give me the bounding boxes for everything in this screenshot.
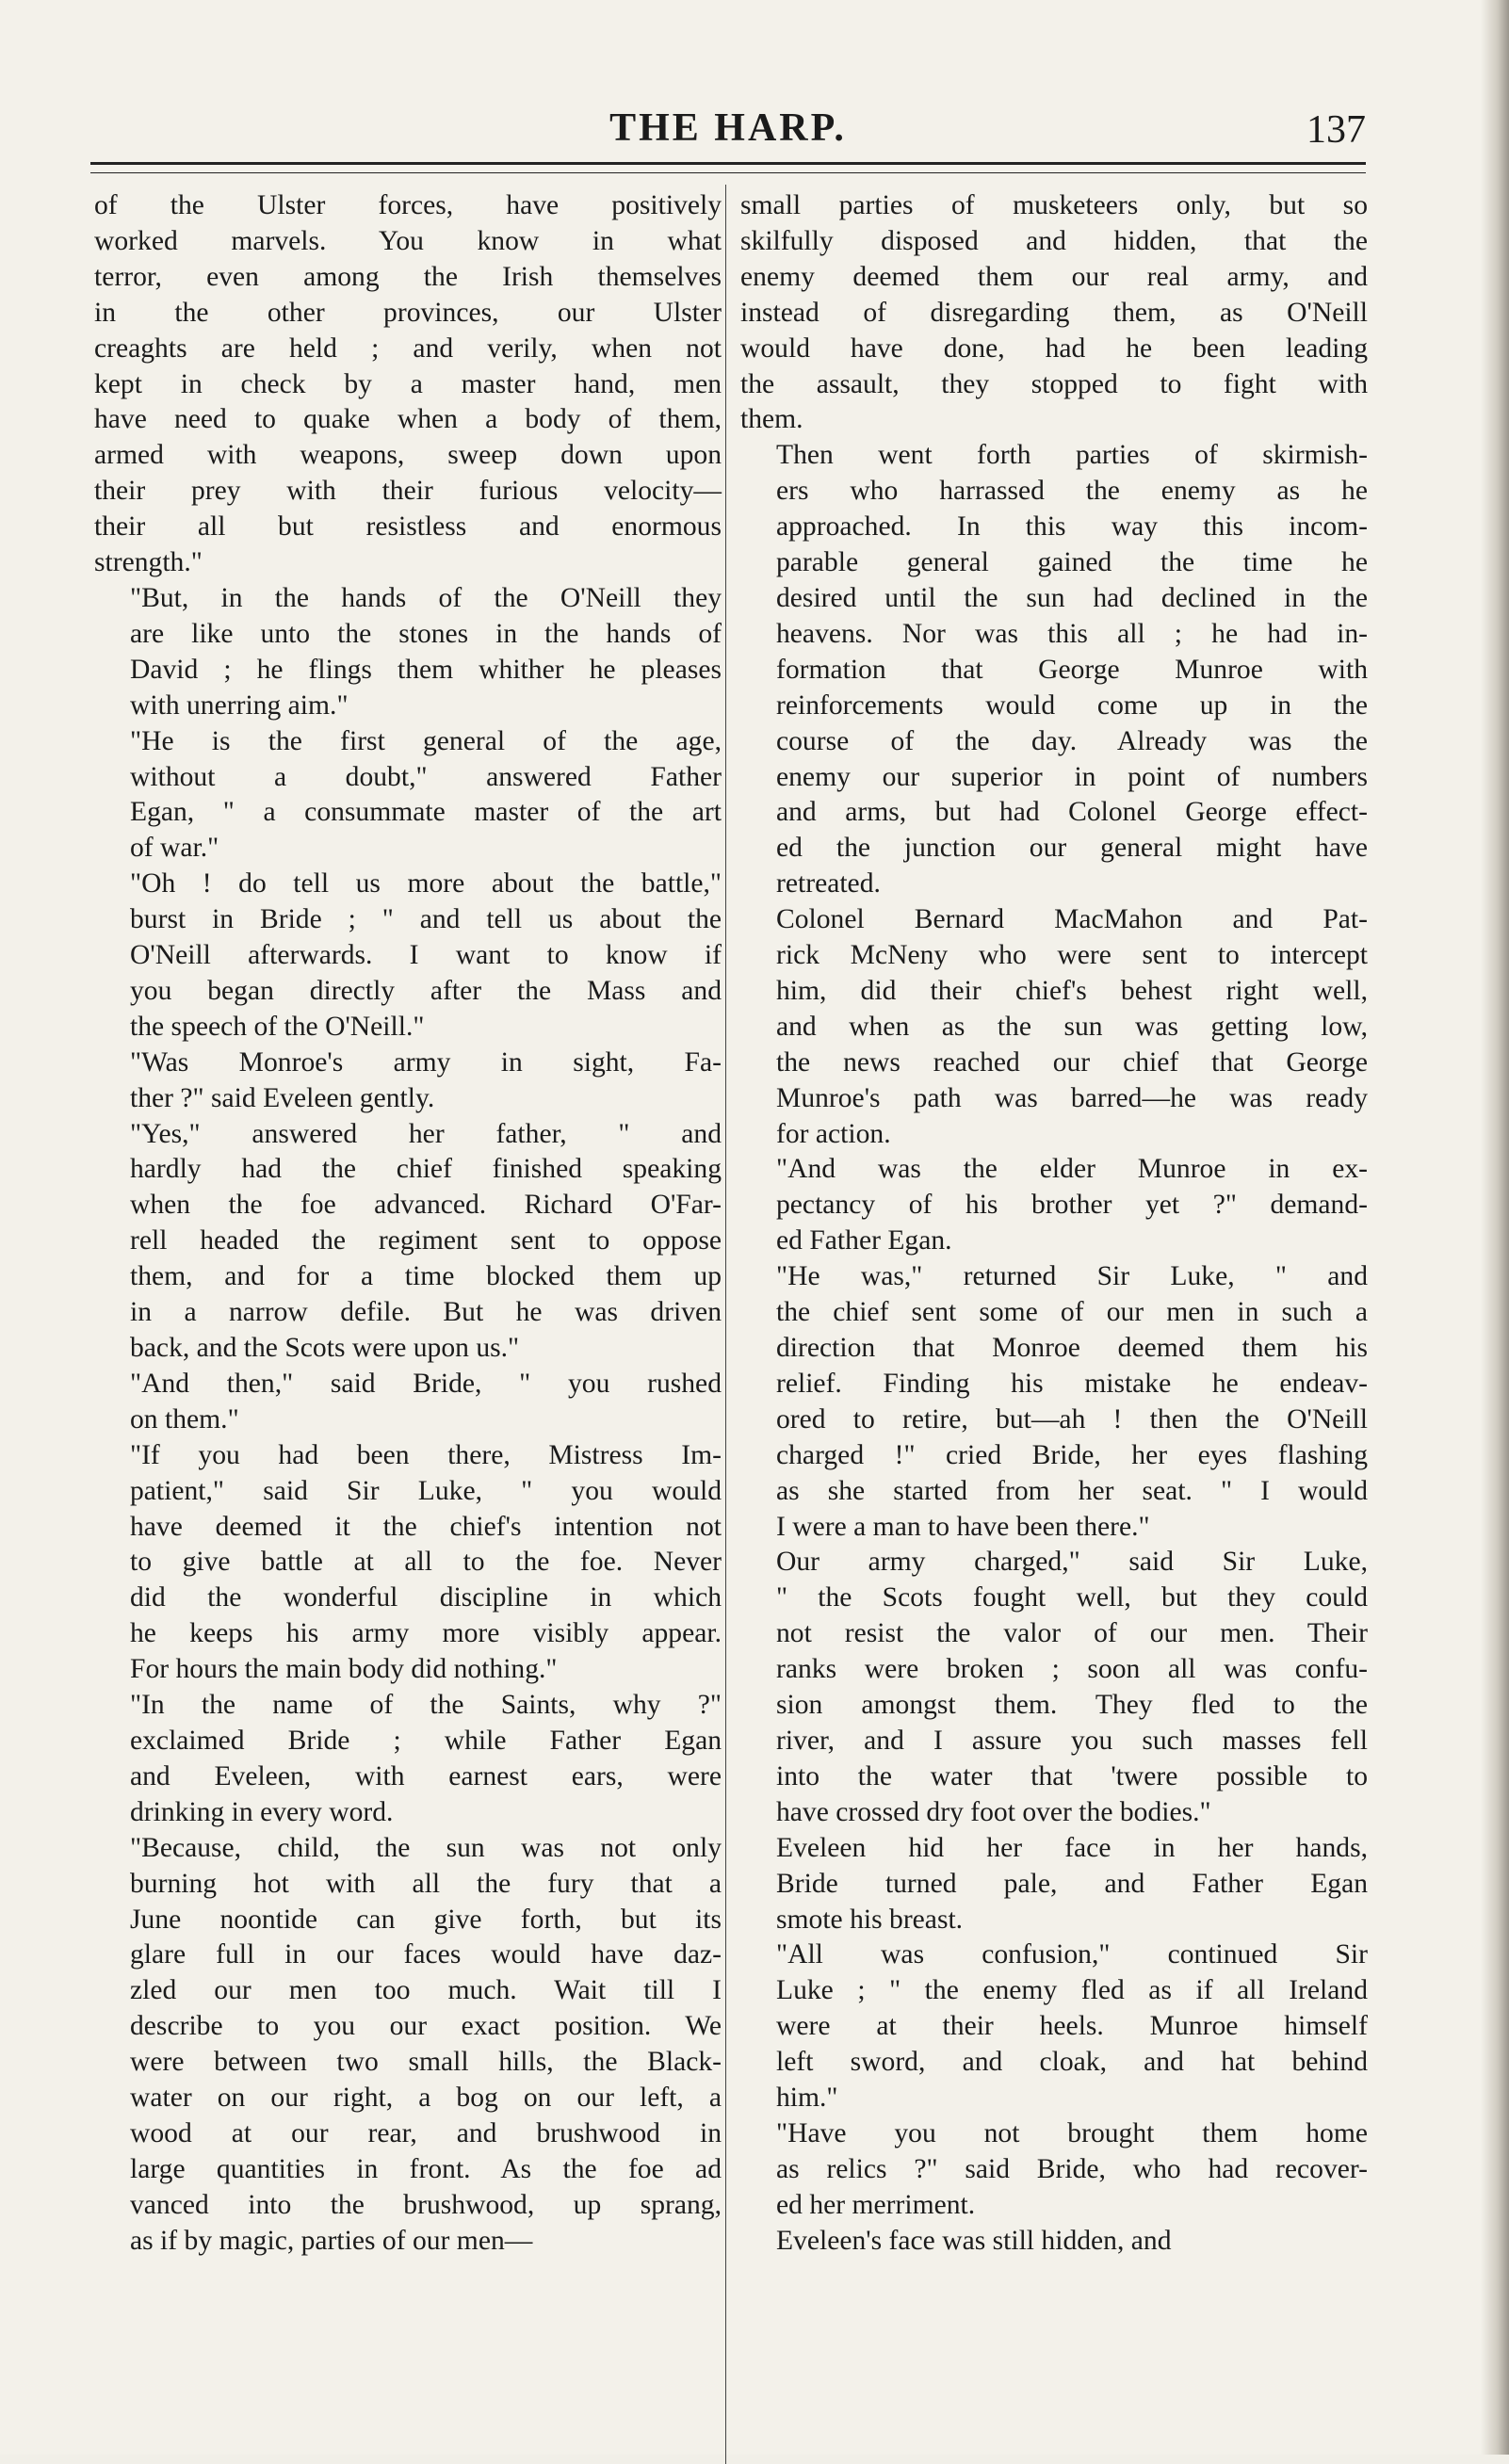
- text-line: in a narrow defile. But he was driven: [130, 1297, 722, 1328]
- text-line: formation that George Munroe with: [776, 654, 1368, 685]
- text-line: "Oh ! do tell us more about the battle,": [130, 868, 722, 900]
- text-line: as relics ?" said Bride, who had recover-: [776, 2153, 1368, 2184]
- text-line: skilfully disposed and hidden, that the: [740, 225, 1368, 256]
- text-line: as she started from her seat. " I would: [776, 1475, 1368, 1506]
- text-line: the chief sent some of our men in such a: [776, 1297, 1368, 1328]
- text-line: he keeps his army more visibly appear.: [130, 1618, 722, 1649]
- text-line: into the water that 'twere possible to: [776, 1760, 1368, 1791]
- paragraph: [740, 2116, 1368, 2224]
- text-line: describe to you our exact position. We: [130, 2011, 722, 2042]
- right-column: [740, 188, 1368, 2260]
- text-line: worked marvels. You know in what: [94, 225, 722, 256]
- text-line: vanced into the brushwood, up sprang,: [130, 2189, 722, 2220]
- text-line: David ; he flings them whither he pleases: [130, 654, 722, 685]
- text-line: burning hot with all the fury that a: [130, 1868, 722, 1899]
- text-line: and arms, but had Colonel George effect-: [776, 797, 1368, 828]
- text-line: ed her merriment.: [776, 2189, 976, 2220]
- text-line: relief. Finding his mistake he endeav-: [776, 1368, 1368, 1399]
- text-line: Egan, " a consummate master of the art: [130, 797, 722, 828]
- paragraph: [94, 1117, 722, 1367]
- text-line: "Because, child, the sun was not only: [130, 1832, 722, 1863]
- text-line: were at their heels. Munroe himself: [776, 2011, 1368, 2042]
- text-line: exclaimed Bride ; while Father Egan: [130, 1725, 722, 1756]
- paragraph: [740, 1152, 1368, 1259]
- text-line: "And then," said Bride, " you rushed: [130, 1368, 722, 1399]
- paragraph: [94, 867, 722, 1046]
- paragraph: [94, 1438, 722, 1688]
- text-line: have need to quake when a body of them,: [94, 404, 722, 435]
- header-rule: [90, 162, 1366, 173]
- text-line: retreated.: [776, 868, 881, 900]
- text-line: for action.: [776, 1118, 891, 1149]
- text-line: you began directly after the Mass and: [130, 975, 722, 1006]
- paragraph: [740, 1259, 1368, 1545]
- text-line: "Have you not brought them home: [776, 2117, 1368, 2148]
- text-line: them, and for a time blocked them up: [130, 1261, 722, 1292]
- text-line: enemy our superior in point of numbers: [776, 761, 1368, 792]
- text-line: charged !" cried Bride, her eyes flashing: [776, 1439, 1368, 1470]
- text-line: Luke ; " the enemy fled as if all Ireland: [776, 1975, 1368, 2006]
- text-line: did the wonderful discipline in which: [130, 1582, 722, 1613]
- text-line: burst in Bride ; " and tell us about the: [130, 904, 722, 935]
- text-line: rick McNeny who were sent to intercept: [776, 940, 1368, 971]
- text-line: the speech of the O'Neill.": [130, 1011, 425, 1042]
- text-line: "Was Monroe's army in sight, Fa-: [130, 1046, 722, 1078]
- text-line: "In the name of the Saints, why ?": [130, 1690, 722, 1721]
- text-line: Bride turned pale, and Father Egan: [776, 1868, 1368, 1899]
- text-line: armed with weapons, sweep down upon: [94, 440, 722, 471]
- text-line: zled our men too much. Wait till I: [130, 1975, 722, 2006]
- text-line: rell headed the regiment sent to oppose: [130, 1225, 722, 1256]
- text-line: and Eveleen, with earnest ears, were: [130, 1760, 722, 1791]
- text-line: Eveleen hid her face in her hands,: [776, 1832, 1368, 1863]
- column-divider: [725, 185, 726, 2464]
- text-line: For hours the main body did nothing.": [130, 1654, 558, 1685]
- text-line: Munroe's path was barred—he was ready: [776, 1082, 1368, 1113]
- text-line: smote his breast.: [776, 1904, 964, 1935]
- text-line: instead of disregarding them, as O'Neill: [740, 297, 1368, 328]
- text-line: and when as the sun was getting low,: [776, 1011, 1368, 1042]
- paragraph: [740, 188, 1368, 438]
- text-line: Then went forth parties of skirmish-: [776, 440, 1368, 471]
- text-line: ed the junction our general might have: [776, 833, 1368, 864]
- text-line: direction that Monroe deemed them his: [776, 1333, 1368, 1363]
- text-line: "If you had been there, Mistress Im-: [130, 1439, 722, 1470]
- paragraph: [740, 1937, 1368, 2116]
- text-line: ored to retire, but—ah ! then the O'Neill: [776, 1403, 1368, 1435]
- text-line: Our army charged," said Sir Luke,: [776, 1547, 1368, 1578]
- text-line: "He is the first general of the age,: [130, 725, 722, 756]
- text-line: left sword, and cloak, and hat behind: [776, 2047, 1368, 2078]
- paragraph: [740, 902, 1368, 1152]
- text-line: "And was the elder Munroe in ex-: [776, 1154, 1368, 1185]
- paragraph: [94, 1046, 722, 1117]
- text-line: " the Scots fought well, but they could: [776, 1582, 1368, 1613]
- page-edge-shadow: [1481, 0, 1509, 2455]
- text-line: "All was confusion," continued Sir: [776, 1939, 1368, 1970]
- text-line: heavens. Nor was this all ; he had in-: [776, 618, 1368, 649]
- text-line: O'Neill afterwards. I want to know if: [130, 940, 722, 971]
- text-line: the assault, they stopped to fight with: [740, 368, 1368, 399]
- text-line: pectancy of his brother yet ?" demand-: [776, 1190, 1368, 1221]
- paragraph: [740, 2224, 1368, 2260]
- text-line: parable general gained the time he: [776, 547, 1368, 578]
- text-line: June noontide can give forth, but its: [130, 1904, 722, 1935]
- text-line: with unerring aim.": [130, 689, 349, 721]
- paragraph: [740, 1545, 1368, 1830]
- text-line: ranks were broken ; soon all was confu-: [776, 1654, 1368, 1685]
- text-line: back, and the Scots were upon us.": [130, 1333, 520, 1363]
- text-line: have deemed it the chief's intention not: [130, 1511, 722, 1542]
- text-line: not resist the valor of our men. Their: [776, 1618, 1368, 1649]
- text-line: course of the day. Already was the: [776, 725, 1368, 756]
- paragraph: [94, 724, 722, 867]
- paragraph: [94, 1367, 722, 1438]
- text-line: Colonel Bernard MacMahon and Pat-: [776, 904, 1368, 935]
- text-line: drinking in every word.: [130, 1796, 394, 1827]
- text-line: have crossed dry foot over the bodies.": [776, 1796, 1211, 1827]
- text-line: of war.": [130, 833, 219, 864]
- text-line: large quantities in front. As the foe ad: [130, 2153, 722, 2184]
- text-line: strength.": [94, 547, 203, 578]
- text-line: when the foe advanced. Richard O'Far-: [130, 1190, 722, 1221]
- page-number: 137: [1306, 108, 1366, 152]
- text-line: approached. In this way this incom-: [776, 511, 1368, 543]
- text-line: desired until the sun had declined in the: [776, 582, 1368, 613]
- text-line: without a doubt," answered Father: [130, 761, 722, 792]
- text-line: enemy deemed them our real army, and: [740, 261, 1368, 292]
- text-line: ers who harrassed the enemy as he: [776, 476, 1368, 507]
- text-line: to give battle at all to the foe. Never: [130, 1547, 722, 1578]
- text-line: in the other provinces, our Ulster: [94, 297, 722, 328]
- paragraph: [740, 1831, 1368, 1938]
- text-line: "But, in the hands of the O'Neill they: [130, 582, 722, 613]
- text-line: him.": [776, 2083, 838, 2114]
- text-line: small parties of musketeers only, but so: [740, 190, 1368, 220]
- text-line: "He was," returned Sir Luke, " and: [776, 1261, 1368, 1292]
- text-line: their prey with their furious velocity—: [94, 476, 722, 507]
- page-header: [90, 105, 1366, 162]
- paragraph: [94, 581, 722, 724]
- text-line: terror, even among the Irish themselves: [94, 261, 722, 292]
- text-line: river, and I assure you such masses fell: [776, 1725, 1368, 1756]
- text-line: would have done, had he been leading: [740, 332, 1368, 364]
- text-line: of the Ulster forces, have positively: [94, 190, 722, 220]
- text-line: as if by magic, parties of our men—: [130, 2225, 533, 2256]
- text-line: patient," said Sir Luke, " you would: [130, 1475, 722, 1506]
- paragraph: [94, 188, 722, 581]
- text-line: their all but resistless and enormous: [94, 511, 722, 543]
- text-line: him, did their chief's behest right well,: [776, 975, 1368, 1006]
- paragraph: [740, 438, 1368, 902]
- text-line: ther ?" said Eveleen gently.: [130, 1082, 435, 1113]
- text-line: wood at our rear, and brushwood in: [130, 2117, 722, 2148]
- text-line: "Yes," answered her father, " and: [130, 1118, 722, 1149]
- paragraph: [94, 1688, 722, 1831]
- text-line: sion amongst them. They fled to the: [776, 1690, 1368, 1721]
- text-line: on them.": [130, 1403, 239, 1435]
- running-title: THE HARP.: [609, 106, 847, 150]
- text-line: kept in check by a master hand, men: [94, 368, 722, 399]
- text-line: Eveleen's face was still hidden, and: [776, 2225, 1172, 2256]
- text-line: hardly had the chief finished speaking: [130, 1154, 722, 1185]
- text-line: ed Father Egan.: [776, 1225, 952, 1256]
- text-line: creaghts are held ; and verily, when not: [94, 332, 722, 364]
- text-line: I were a man to have been there.": [776, 1511, 1150, 1542]
- paragraph: [94, 1831, 722, 2260]
- left-column: [94, 188, 722, 2260]
- text-line: them.: [740, 404, 803, 435]
- text-line: were between two small hills, the Black-: [130, 2047, 722, 2078]
- text-line: are like unto the stones in the hands of: [130, 618, 722, 649]
- text-line: the news reached our chief that George: [776, 1046, 1368, 1078]
- text-line: water on our right, a bog on our left, a: [130, 2083, 722, 2114]
- text-line: reinforcements would come up in the: [776, 689, 1368, 721]
- text-line: glare full in our faces would have daz-: [130, 1939, 722, 1970]
